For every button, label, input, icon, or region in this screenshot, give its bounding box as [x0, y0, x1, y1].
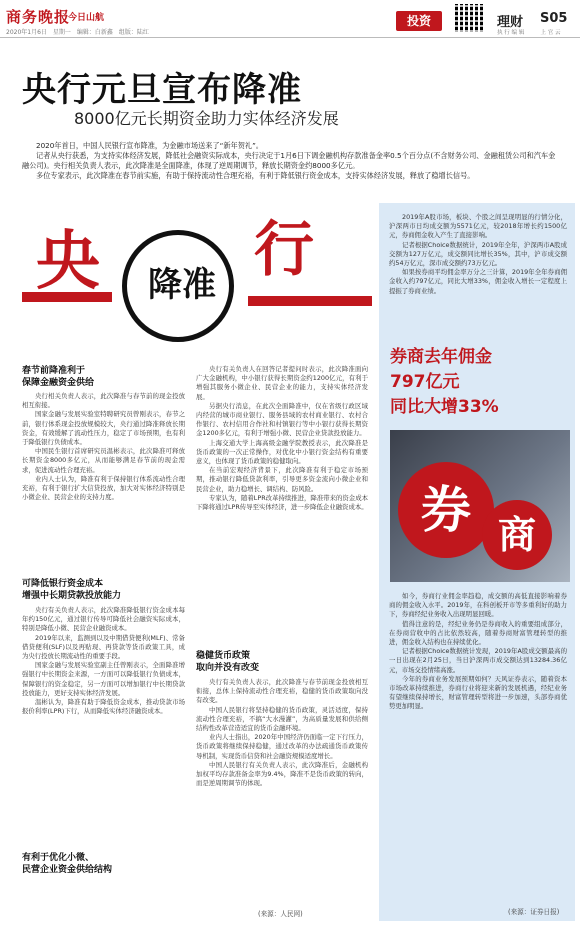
graphic-char-yang: 央 [36, 225, 100, 299]
newspaper-logo: 商务晚报 [6, 8, 71, 26]
lead-line: 记者从央行获悉，为支持实体经济发展，降低社会融资实际成本，央行决定于1月6日下调金融机构存款准备金率0.5个百分点(不含财务公司、金融租赁公司和汽车金融公司)。央行相关负责人表示，此次降准是全面降准，体现了逆周期调节，释放长期资金约8000多亿元。 [22, 151, 556, 170]
headline: 央行元旦宣布降准 [22, 70, 302, 110]
sidebar-paragraph: 今年的券商业务发展预期如何？天风证券表示，随着资本市场改革持续推进，券商行业将迎来新的发展机遇，经纪业务有望继续保持增长，财富管理转型将进一步加速，头部券商优势更加明显。 [389, 674, 567, 711]
article-paragraph: 央行相关负责人表示，此次降准与春节前的现金投放相互衔接。 [22, 392, 185, 410]
subheading-small-business: 有利于优化小微、 民营企业资金供给结构 [22, 853, 113, 875]
lead-line: 2020年首日，中国人民银行宣布降准，为金融市场送来了“新年贺礼”。 [36, 141, 263, 150]
subheading-spring-festival: 春节前降准利于 保障金融资金供给 [22, 366, 95, 388]
subheading-monetary-policy: 稳健货币政策 取向并没有改变 [196, 651, 260, 673]
sidebar-paragraph: 记者根据Choice数据统计，2019年全年，沪深两市A股成交额为127万亿元，成交额同比增长35%，其中，沪市成交额约54万亿元，深市成交额约73万亿元。 [389, 240, 567, 268]
article-paragraph: 温彬认为，降准有助于降低资金成本，推动贷款市场报价利率(LPR)下行，从而降低实体经济融资成本。 [22, 698, 185, 716]
sidebar-paragraph: 如今，券商行业佣金率趋稳，成交额的高低直接影响着券商的佣金收入水平。2019年，在科创板开市等多重利好的助力下，券商经纪业务收入出现明显回暖。 [389, 592, 567, 619]
subheadline: 8000亿元长期资金助力实体经济发展 [74, 109, 339, 128]
image-char-quan: 券 [398, 462, 494, 558]
article-paragraph: 国家金融与发展实验室副主任曾刚表示，全面降准增强银行中长期资金来源，一方面可以降低银行负债成本，保障银行的资金稳定，另一方面可以增加银行中长期贷款投放能力，更好支持实体经济发展。 [22, 661, 185, 697]
article-paragraph: 央行有关负责人表示，此次降准与春节前现金投放相互衔接，总体上保持流动性合理充裕，稳健的货币政策取向没有改变。 [196, 678, 368, 705]
masthead [0, 0, 580, 38]
sidebar-paragraph: 值得注意的是，经纪业务仍是券商收入的重要组成部分，在券商营收中的占比依然较高，随着券商财富管理转型的推进，佣金收入结构也在持续优化。 [389, 619, 567, 647]
article-paragraph: 中国人民银行将坚持稳健的货币政策，灵活适度，保持流动性合理充裕，不搞“大水漫灌”，为高质量发展和供给侧结构性改革营造适宜的货币金融环境。 [196, 705, 368, 733]
qr-code-icon [455, 4, 483, 32]
sidebar-paragraph: 如果按券商平均佣金率万分之三计算，2019年全年券商佣金收入约797亿元，同比大增33%，佣金收入增长一定程度上提振了券商业绩。 [389, 268, 567, 295]
page-number: S05 [540, 11, 568, 26]
article-paragraph: 业内人士认为，降准有利于保持银行体系流动性合理充裕，有利于银行扩大信贷投放，加大对实体经济特别是小微企业、民营企业的支持力度。 [22, 474, 185, 502]
lead-line: 多位专家表示，此次降准在春节前实施，有助于保持流动性合理充裕，有利于降低银行资金成本，支持实体经济发展，释放了稳增长信号。 [36, 171, 475, 180]
sidebar-paragraph: 记者根据Choice数据统计发现，2019年A股成交额最高的一日出现在2月25日，当日沪深两市成交额达到13284.36亿元，市场交投情绪高涨。 [389, 647, 567, 674]
subheading-bank-cost: 可降低银行资金成本 增强中长期贷款投放能力 [22, 579, 122, 601]
sidebar-text-bottom [389, 592, 567, 892]
editors-line: 执 行 编 辑 上 官 云 [497, 30, 561, 36]
article-paragraph: 业内人士指出，2020年中国经济仍面临一定下行压力，货币政策将继续保持稳健，通过改革的办法疏通货币政策传导机制，实现货币信贷和社会融资规模适度增长。 [196, 733, 368, 760]
graphic-char-jiangzhun: 降准 [148, 265, 216, 305]
graphic-bar [248, 296, 372, 306]
logo-subtitle: 今日山航 [68, 13, 105, 23]
column-2-bottom [196, 678, 368, 896]
article-paragraph: 另据央行消息，在此次全面降准中，仅在省级行政区域内经营的城市商业银行、服务县域的农村商业银行、农村合作银行、农村信用合作社和村镇银行等中小银行获得长期资金1200多亿元，有利于增强小微、民营企业贷款投放能力。 [196, 401, 368, 438]
dateline: 2020年1月6日 星期一 编辑：白新鑫 组版：陆红 [6, 29, 149, 36]
article-paragraph: 中国民生银行首席研究员温彬表示，此次降准可释放长期资金8000多亿元，从而能够满足春节前的现金需求，促进流动性合理充裕。 [22, 447, 185, 474]
sidebar-headline: 券商去年佣金 797亿元 同比大增33% [390, 347, 499, 417]
article-paragraph: 中国人民银行有关负责人表示，此次降准后，金融机构加权平均存款准备金率为9.4%，降准不是货币政策的转向，而是逆周期调节的体现。 [196, 760, 368, 788]
article-paragraph: 专家认为，随着LPR改革持续推进，降准带来的资金成本下降将通过LPR传导至实体经济，进一步降低企业融资成本。 [196, 493, 368, 512]
article-paragraph: 国家金融与发展实验室特聘研究员曾刚表示，春节之前，银行体系现金投放规模较大，央行通过降准释放长期资金，有效缓解了流动性压力，稳定了市场预期，也有利于降低银行负债成本。 [22, 410, 185, 447]
article-paragraph: 央行有关负责人表示，此次降准降低银行资金成本每年约150亿元，通过银行传导可降低社会融资实际成本，特别是降低小微、民营企业融资成本。 [22, 606, 185, 633]
article-paragraph: 2019年以来，监测到以及中期借贷便利(MLF)、常备借贷便利(SLF)以及再贴现、再贷款等货币政策工具，成为央行投放长期流动性的重要手段。 [22, 633, 185, 661]
graphic-char-hang: 行 [254, 215, 314, 285]
sidebar-source-credit: (来源：证券日报) [508, 908, 560, 916]
column-2-top [196, 365, 368, 645]
sidebar-text-top [389, 213, 567, 337]
section-tag: 投资 [396, 11, 442, 31]
column-1-top [22, 392, 185, 570]
article-paragraph: 在当前宏观经济背景下，此次降准有利于稳定市场预期，推动银行降低贷款利率，引导更多资金流向小微企业和民营企业，助力稳增长、调结构、防风险。 [196, 466, 368, 493]
headline-graphic [22, 200, 372, 350]
brokerage-image [390, 430, 570, 582]
article-paragraph: 央行有关负责人在回答记者提问时表示，此次降准面向广大金融机构，中小银行获得长期资金约1200亿元，有利于增强其服务小微企业、民营企业的能力，支持实体经济发展。 [196, 365, 368, 401]
section-name: 理财 [497, 15, 524, 30]
source-credit: (来源：人民网) [258, 910, 303, 918]
lead-paragraph [22, 141, 562, 181]
image-char-shang: 商 [482, 500, 552, 570]
sidebar-paragraph: 2019年A股市场，板块、个股之间呈现明显的行情分化，沪深两市日均成交额为5571亿元，较2018年增长约1500亿元，券商佣金收入产生了直接影响。 [389, 213, 567, 240]
article-paragraph: 上海交通大学上海高级金融学院教授表示，此次降准是货币政策的一次正常操作，对优化中小银行资金结构有重要意义，也体现了货币政策的稳健取向。 [196, 438, 368, 466]
column-1-middle [22, 606, 185, 840]
